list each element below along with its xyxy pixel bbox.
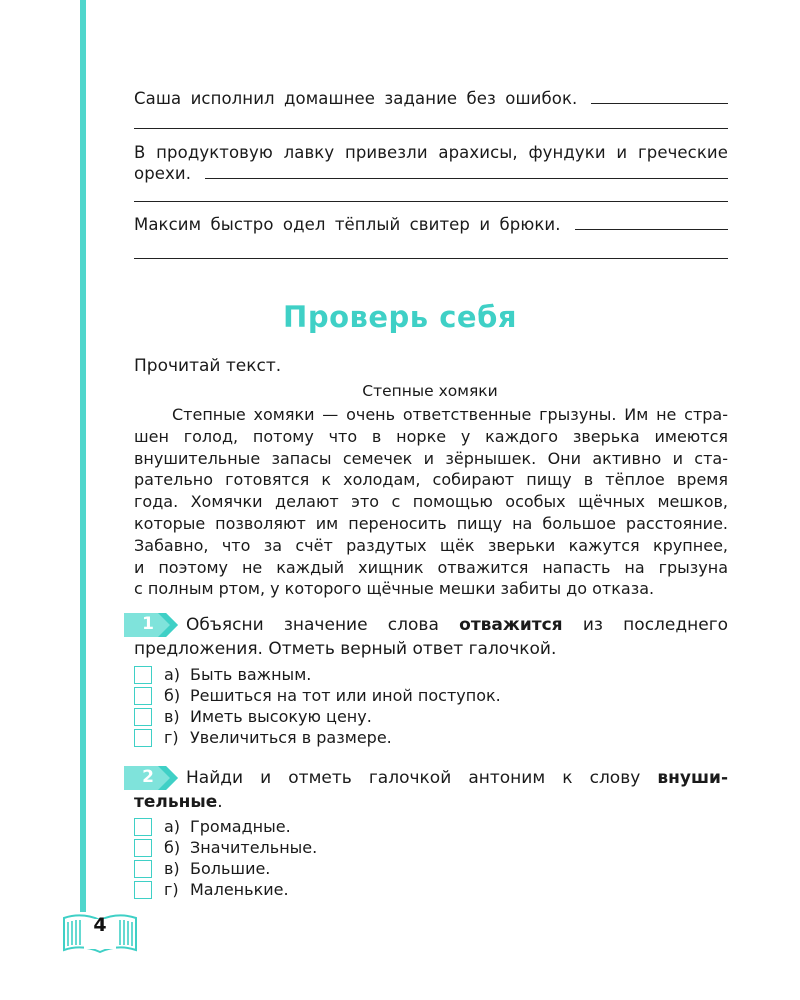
reading-line: и поэтому не каждый хищник отважится напасть на грызуна bbox=[134, 557, 728, 577]
answer-line[interactable] bbox=[205, 177, 728, 179]
option-letter: б) bbox=[164, 686, 181, 705]
answer-checkbox[interactable] bbox=[134, 860, 152, 878]
question-2-line1 bbox=[186, 766, 728, 790]
page-number-badge bbox=[60, 910, 140, 956]
reading-line: рательно готовятся к холодам, собирают пищу в тёплое время bbox=[134, 470, 728, 490]
reading-line: внушительные запасы семечек и зёрнышек. Они активно и ста- bbox=[134, 448, 728, 468]
answer-checkbox[interactable] bbox=[134, 666, 152, 684]
question-1-text: Объясни значение слова bbox=[186, 615, 439, 635]
reading-line: которые позволяют им переносить пищу на большое расстояние. bbox=[134, 513, 728, 533]
instruction: Прочитай текст. bbox=[134, 356, 282, 376]
question-1 bbox=[134, 613, 729, 661]
option-letter: в) bbox=[164, 859, 180, 878]
reading-line: Забавно, что за счёт раздутых щёк зверьки кажутся крупнее, bbox=[134, 535, 728, 555]
answer-line[interactable] bbox=[591, 102, 728, 104]
answer-checkbox[interactable] bbox=[134, 818, 152, 836]
question-1-line2: предложения. Отметь верный ответ галочкой. bbox=[134, 639, 557, 659]
option-text: Решиться на тот или иной поступок. bbox=[190, 686, 501, 705]
reading-text bbox=[134, 404, 728, 600]
sentence-1-text: Саша исполнил домашнее задание без ошибок. bbox=[134, 89, 578, 108]
answer-line[interactable] bbox=[134, 128, 728, 129]
sentence-2-line1: В продуктовую лавку привезли арахисы, фундуки и греческие bbox=[134, 143, 728, 162]
option bbox=[134, 685, 501, 706]
option bbox=[134, 664, 501, 685]
reading-title: Степные хомяки bbox=[362, 382, 498, 400]
answer-checkbox[interactable] bbox=[134, 729, 152, 747]
question-2-text: Найди и отметь галочкой антоним к слову bbox=[186, 768, 641, 788]
question-1-badge bbox=[124, 613, 178, 637]
reading-line: Степные хомяки — очень ответственные грызуны. Им не стра- bbox=[172, 405, 728, 424]
answer-line[interactable] bbox=[134, 258, 728, 259]
question-1-text-end: из последнего bbox=[582, 615, 729, 635]
question-1-line1 bbox=[186, 613, 728, 637]
option bbox=[134, 727, 501, 748]
option-text: Маленькие. bbox=[190, 880, 289, 899]
sentence-3 bbox=[134, 214, 728, 235]
sentence-2 bbox=[134, 142, 728, 184]
sentence-3-text: Максим быстро одел тёплый свитер и брюки. bbox=[134, 215, 561, 234]
sentence-1 bbox=[134, 88, 728, 109]
left-margin-bar bbox=[80, 0, 86, 912]
option-letter: г) bbox=[164, 728, 179, 747]
reading-line: года. Хомячки делают это с помощью особых щёчных мешков, bbox=[134, 492, 728, 512]
answer-line[interactable] bbox=[134, 201, 728, 202]
option-text: Быть важным. bbox=[190, 665, 312, 684]
option-letter: г) bbox=[164, 880, 179, 899]
question-2-keyword-end: тельные bbox=[134, 792, 218, 812]
option bbox=[134, 858, 317, 879]
question-2-period: . bbox=[217, 792, 223, 812]
option-letter: а) bbox=[164, 665, 181, 684]
option bbox=[134, 706, 501, 727]
question-2 bbox=[134, 766, 728, 814]
option-text: Большие. bbox=[190, 859, 271, 878]
option-letter: б) bbox=[164, 838, 181, 857]
sentence-2-line2: орехи. bbox=[134, 164, 192, 183]
question-2-badge bbox=[124, 766, 178, 790]
answer-checkbox[interactable] bbox=[134, 839, 152, 857]
question-2-keyword: внуши- bbox=[657, 768, 728, 788]
option bbox=[134, 879, 317, 900]
option-text: Увеличиться в размере. bbox=[190, 728, 392, 747]
option-letter: а) bbox=[164, 817, 181, 836]
option-text: Громадные. bbox=[190, 817, 291, 836]
option-text: Значительные. bbox=[190, 838, 318, 857]
answer-checkbox[interactable] bbox=[134, 708, 152, 726]
question-1-options bbox=[134, 664, 501, 748]
reading-line: с полным ртом, у которого щёчные мешки забиты до отказа. bbox=[134, 579, 655, 599]
option-text: Иметь высокую цену. bbox=[190, 707, 372, 726]
option bbox=[134, 816, 317, 837]
answer-checkbox[interactable] bbox=[134, 687, 152, 705]
reading-line: шен голод, потому что в норке у каждого зверька имеются bbox=[134, 426, 728, 446]
question-2-options bbox=[134, 816, 317, 900]
page-number: 4 bbox=[93, 914, 107, 936]
question-1-number: 1 bbox=[142, 614, 154, 634]
question-2-number: 2 bbox=[142, 767, 154, 787]
question-2-line2 bbox=[134, 790, 728, 814]
answer-line[interactable] bbox=[575, 228, 728, 230]
option-letter: в) bbox=[164, 707, 180, 726]
section-title: Проверь себя bbox=[283, 300, 517, 334]
option bbox=[134, 837, 317, 858]
question-1-keyword: отважится bbox=[459, 615, 563, 635]
answer-checkbox[interactable] bbox=[134, 881, 152, 899]
